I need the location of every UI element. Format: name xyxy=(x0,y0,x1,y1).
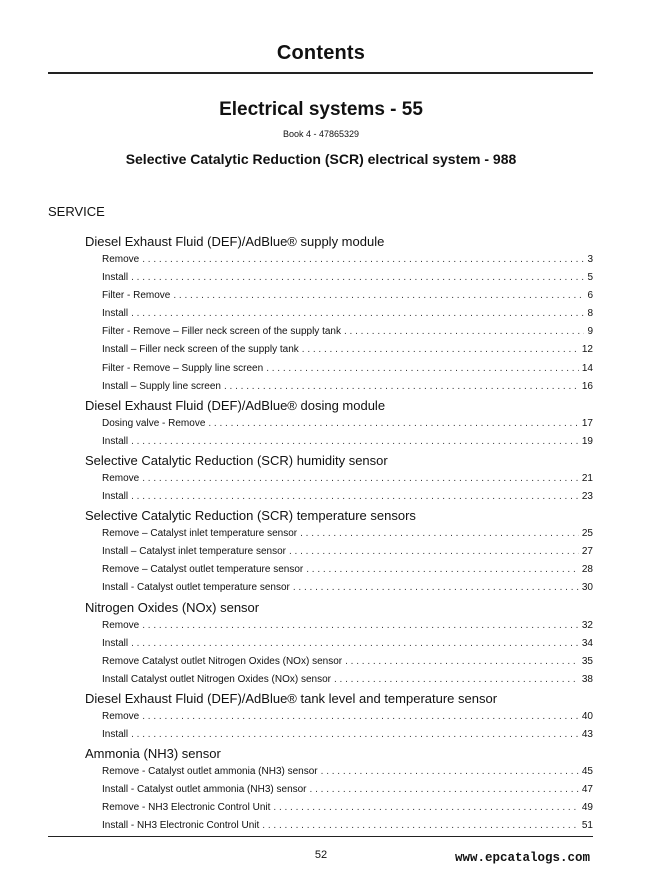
toc-group-title: Ammonia (NH3) sensor xyxy=(85,746,221,762)
toc-entry[interactable] xyxy=(85,579,593,597)
toc-group xyxy=(85,689,593,744)
toc-entry-page: 38 xyxy=(581,673,593,685)
toc-entry-label: Dosing valve - Remove xyxy=(102,417,206,429)
dot-leader xyxy=(131,433,579,451)
toc-entry[interactable] xyxy=(85,360,593,378)
toc-entry-label: Filter - Remove xyxy=(102,290,171,302)
toc-entry-label: Filter - Remove – Filler neck screen of the supply tank xyxy=(102,326,341,338)
toc-entry[interactable] xyxy=(85,525,593,543)
toc-entry-page: 23 xyxy=(581,491,593,503)
toc-entry[interactable] xyxy=(85,433,593,451)
toc-entry-label: Install xyxy=(102,308,129,320)
toc-entry-page: 40 xyxy=(581,710,593,722)
dot-leader xyxy=(321,763,579,781)
toc-group xyxy=(85,396,593,451)
dot-leader xyxy=(131,269,584,287)
dot-leader xyxy=(131,635,579,653)
toc-entry-page: 12 xyxy=(581,344,593,356)
toc-entry-page: 43 xyxy=(581,728,593,740)
toc-entry-page: 25 xyxy=(581,528,593,540)
toc-entry-label: Remove xyxy=(102,254,140,265)
toc-entry-page: 6 xyxy=(587,290,593,302)
dot-leader xyxy=(344,323,584,341)
toc-entry[interactable] xyxy=(85,470,593,488)
toc-entry-page: 17 xyxy=(581,417,593,429)
toc-entry-label: Install - Catalyst outlet ammonia (NH3) sensor xyxy=(102,784,307,796)
toc-entry[interactable] xyxy=(85,341,593,359)
bottom-rule xyxy=(48,836,593,837)
toc-entry-label: Install xyxy=(102,272,129,284)
toc-entry[interactable] xyxy=(85,287,593,305)
toc-entry[interactable] xyxy=(85,488,593,506)
toc-entry-label: Remove – Catalyst inlet temperature sensor xyxy=(102,528,298,540)
page-title: Contents xyxy=(276,42,366,64)
toc-entry[interactable] xyxy=(85,561,593,579)
toc-entry[interactable] xyxy=(85,635,593,653)
toc-entry-label: Install – Catalyst inlet temperature sensor xyxy=(102,546,286,558)
dot-leader xyxy=(142,708,579,726)
page-number: 52 xyxy=(314,849,328,861)
toc-entry-label: Filter - Remove – Supply line screen xyxy=(102,362,264,374)
toc-group-title: Diesel Exhaust Fluid (DEF)/AdBlue® supply module xyxy=(85,234,385,249)
toc-entry-label: Install – Filler neck screen of the supply tank xyxy=(102,344,299,356)
dot-leader xyxy=(131,726,579,744)
dot-leader xyxy=(310,781,579,799)
toc-entry-label: Remove xyxy=(102,472,140,484)
toc-group xyxy=(85,451,593,506)
toc-entry[interactable] xyxy=(85,269,593,287)
dot-leader xyxy=(289,543,579,561)
dot-leader xyxy=(173,287,584,305)
toc-entry-label: Install xyxy=(102,728,129,740)
toc-entry-page: 9 xyxy=(587,326,593,338)
toc-entry-page: 3 xyxy=(587,254,593,265)
dot-leader xyxy=(293,579,579,597)
toc-entry[interactable] xyxy=(85,378,593,396)
dot-leader xyxy=(142,470,579,488)
toc-group-title: Diesel Exhaust Fluid (DEF)/AdBlue® tank level and temperature sensor xyxy=(85,690,498,706)
dot-leader xyxy=(224,378,579,396)
toc-entry-page: 45 xyxy=(581,766,593,778)
toc-entry-label: Install xyxy=(102,491,129,503)
toc-group-title: Selective Catalytic Reduction (SCR) temperature sensors xyxy=(85,508,416,524)
toc-entry[interactable] xyxy=(85,799,593,817)
toc-entry[interactable] xyxy=(85,543,593,561)
toc-entry-label: Install Catalyst outlet Nitrogen Oxides (NOx) sensor xyxy=(102,673,331,685)
dot-leader xyxy=(300,525,579,543)
toc-entry-page: 19 xyxy=(581,435,593,447)
toc-entry-label: Remove - Catalyst outlet ammonia (NH3) sensor xyxy=(102,766,318,778)
toc-entry-label: Install xyxy=(102,637,129,649)
toc-entry-page: 27 xyxy=(581,546,593,558)
title-rule xyxy=(48,72,593,74)
toc-entry[interactable] xyxy=(85,617,593,635)
dot-leader xyxy=(266,360,579,378)
toc-entry-page: 14 xyxy=(581,362,593,374)
toc-entry-label: Install - NH3 Electronic Control Unit xyxy=(102,820,260,832)
toc-group xyxy=(85,506,593,597)
toc-entry[interactable] xyxy=(85,726,593,744)
toc-entry-label: Install – Supply line screen xyxy=(102,380,221,392)
dot-leader xyxy=(273,799,578,817)
toc-entry-label: Install xyxy=(102,435,129,447)
toc-group xyxy=(85,232,593,396)
dot-leader xyxy=(334,671,579,689)
toc-entry-page: 47 xyxy=(581,784,593,796)
toc-entry-page: 21 xyxy=(581,472,593,484)
dot-leader xyxy=(142,251,584,269)
dot-leader xyxy=(142,617,579,635)
toc-entry-label: Remove xyxy=(102,619,140,631)
toc-entry-page: 30 xyxy=(581,582,593,594)
toc-entry-page: 35 xyxy=(581,655,593,667)
toc-entry[interactable] xyxy=(85,323,593,341)
toc-entry[interactable] xyxy=(85,305,593,323)
toc-group-title: Nitrogen Oxides (NOx) sensor xyxy=(85,599,260,615)
toc-entry-page: 32 xyxy=(581,619,593,631)
toc-entry[interactable] xyxy=(85,415,593,433)
toc-entry[interactable] xyxy=(85,671,593,689)
dot-leader xyxy=(306,561,579,579)
toc-entry-page: 51 xyxy=(581,820,593,832)
table-of-contents xyxy=(85,232,593,835)
toc-entry-page: 28 xyxy=(581,564,593,576)
toc-entry-label: Install - Catalyst outlet temperature sensor xyxy=(102,582,290,594)
service-label: SERVICE xyxy=(48,204,105,219)
toc-entry-page: 5 xyxy=(587,272,593,284)
toc-group xyxy=(85,744,593,835)
dot-leader xyxy=(208,415,579,433)
watermark: www.epcatalogs.com xyxy=(455,851,591,865)
dot-leader xyxy=(262,817,579,835)
toc-entry-label: Remove Catalyst outlet Nitrogen Oxides (NOx) sensor xyxy=(102,655,343,667)
toc-entry[interactable] xyxy=(85,653,593,671)
toc-entry-page: 49 xyxy=(581,802,593,814)
toc-entry-page: 16 xyxy=(581,380,593,392)
toc-entry-page: 34 xyxy=(581,637,593,649)
dot-leader xyxy=(131,488,579,506)
toc-entry[interactable] xyxy=(85,763,593,781)
toc-entry[interactable] xyxy=(85,251,593,269)
book-reference: Book 4 - 47865329 xyxy=(282,129,360,139)
toc-group xyxy=(85,598,593,689)
section-title: Electrical systems - 55 xyxy=(219,99,423,120)
toc-entry[interactable] xyxy=(85,708,593,726)
toc-entry-page: 8 xyxy=(587,308,593,320)
toc-entry-label: Remove - NH3 Electronic Control Unit xyxy=(102,802,271,814)
toc-group-title: Diesel Exhaust Fluid (DEF)/AdBlue® dosing module xyxy=(85,397,386,413)
toc-entry[interactable] xyxy=(85,781,593,799)
toc-entry-label: Remove – Catalyst outlet temperature sensor xyxy=(102,564,304,576)
toc-group-title: Selective Catalytic Reduction (SCR) humidity sensor xyxy=(85,452,388,468)
dot-leader xyxy=(131,305,584,323)
toc-entry[interactable] xyxy=(85,817,593,835)
dot-leader xyxy=(302,341,579,359)
dot-leader xyxy=(345,653,579,671)
system-title: Selective Catalytic Reduction (SCR) electrical system - 988 xyxy=(125,151,517,167)
toc-entry-label: Remove xyxy=(102,710,140,722)
